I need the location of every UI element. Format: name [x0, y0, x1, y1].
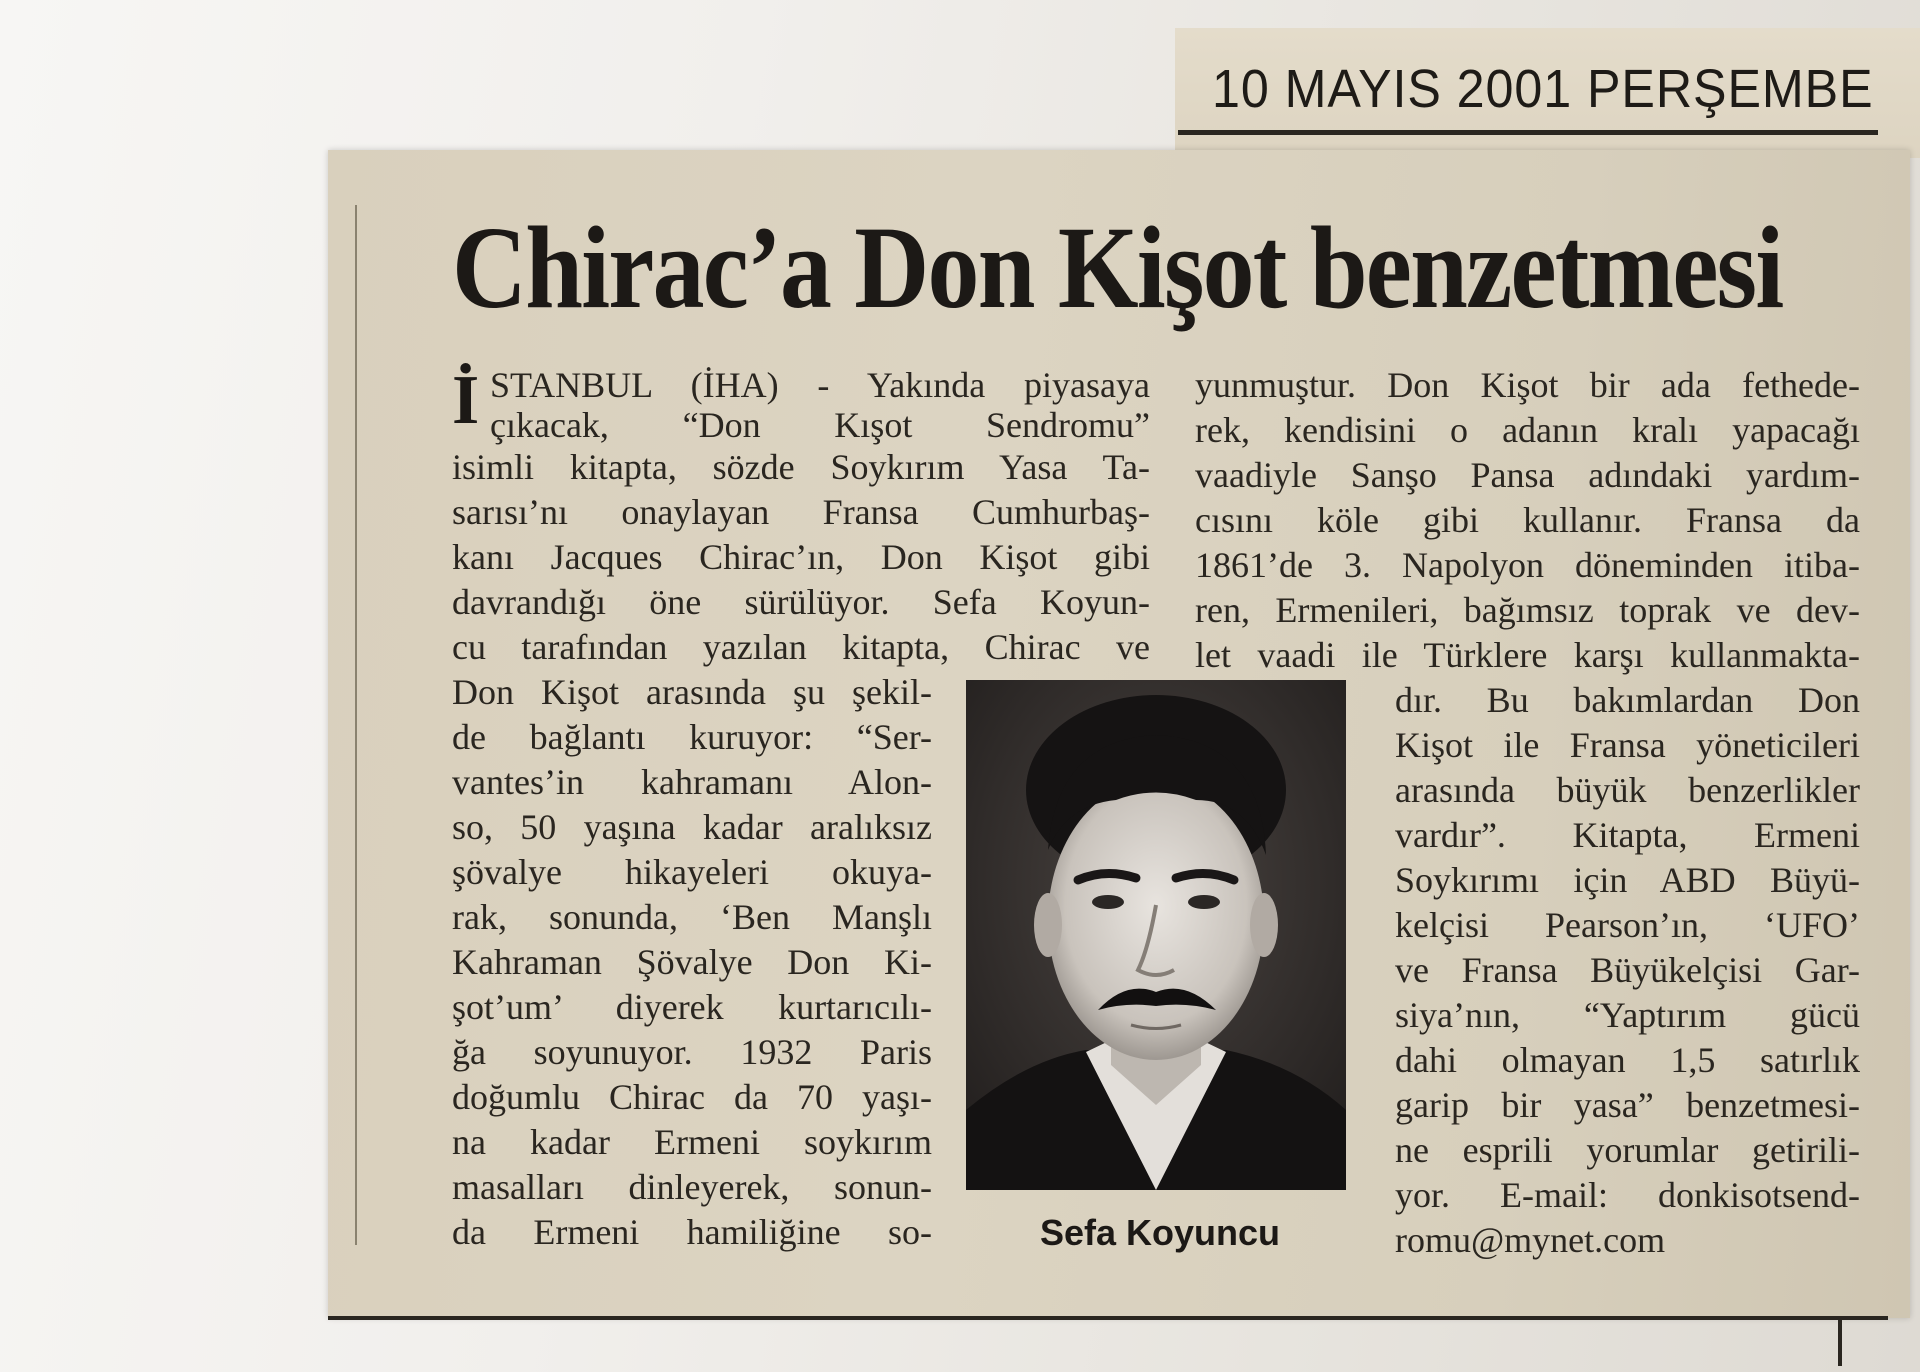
- text-line: da Ermeni hamiliğine so-: [452, 1212, 932, 1252]
- text-line: garip bir yasa” benzetmesi-: [1395, 1085, 1860, 1125]
- text-line: rek, kendisini o adanın kralı yapacağı: [1195, 410, 1860, 450]
- text-line: şövalye hikayeleri okuya-: [452, 852, 932, 892]
- text-line: romu@mynet.com: [1395, 1220, 1666, 1260]
- text-line: ren, Ermenileri, bağımsız toprak ve dev-: [1195, 590, 1860, 630]
- text-line: ğa soyunuyor. 1932 Paris: [452, 1032, 932, 1072]
- text-line: let vaadi ile Türklere karşı kullanmakta-: [1195, 635, 1860, 675]
- bottom-rule-corner: [1838, 1316, 1842, 1366]
- text-line: isimli kitapta, sözde Soykırım Yasa Ta-: [452, 447, 1150, 487]
- text-line: Kişot ile Fransa yöneticileri: [1395, 725, 1860, 765]
- text-line: vaadiyle Sanşo Pansa adındaki yardım-: [1195, 455, 1860, 495]
- text-line: de bağlantı kuruyor: “Ser-: [452, 717, 932, 757]
- text-line: çıkacak, “Don Kışot Sendromu”: [490, 405, 1150, 445]
- text-line: kelçisi Pearson’ın, ‘UFO’: [1395, 905, 1860, 945]
- text-line: so, 50 yaşına kadar aralıksız: [452, 807, 932, 847]
- text-line: Kahraman Şövalye Don Ki-: [452, 942, 932, 982]
- text-line: masalları dinleyerek, sonun-: [452, 1167, 932, 1207]
- bottom-rule: [328, 1316, 1888, 1320]
- text-line: siya’nın, “Yaptırım gücü: [1395, 995, 1860, 1035]
- left-column-rule: [355, 205, 357, 1245]
- portrait-photo: [966, 680, 1346, 1190]
- headline: Chirac’a Don Kişot benzetmesi: [452, 202, 1783, 333]
- date-rule: [1178, 130, 1878, 135]
- text-line: vardır”. Kitapta, Ermeni: [1395, 815, 1860, 855]
- portrait-illustration: [966, 680, 1346, 1190]
- text-line: vantes’in kahramanı Alon-: [452, 762, 932, 802]
- text-line: cu tarafından yazılan kitapta, Chirac ve: [452, 627, 1150, 667]
- text-line: dır. Bu bakımlardan Don: [1395, 680, 1860, 720]
- text-line: yunmuştur. Don Kişot bir ada fethede-: [1195, 365, 1860, 405]
- text-line: yor. E-mail: donkisotsend-: [1395, 1175, 1860, 1215]
- text-line: dahi olmayan 1,5 satırlık: [1395, 1040, 1860, 1080]
- text-line: Soykırımı için ABD Büyü-: [1395, 860, 1860, 900]
- text-line: STANBUL (İHA) - Yakında piyasaya: [490, 365, 1150, 405]
- drop-cap: İ: [452, 362, 480, 439]
- text-line: arasında büyük benzerlikler: [1395, 770, 1860, 810]
- text-line: rak, sonunda, ‘Ben Manşlı: [452, 897, 932, 937]
- text-line: sarısı’nı onaylayan Fransa Cumhurbaş-: [452, 492, 1150, 532]
- text-line: na kadar Ermeni soykırım: [452, 1122, 932, 1162]
- date-line: 10 MAYIS 2001 PERŞEMBE: [1212, 59, 1874, 119]
- text-line: kanı Jacques Chirac’ın, Don Kişot gibi: [452, 537, 1150, 577]
- text-line: 1861’de 3. Napolyon döneminden itiba-: [1195, 545, 1860, 585]
- text-line: cısını köle gibi kullanır. Fransa da: [1195, 500, 1860, 540]
- photo-caption: Sefa Koyuncu: [1039, 1212, 1281, 1253]
- text-line: davrandığı öne sürülüyor. Sefa Koyun-: [452, 582, 1150, 622]
- text-line: şot’um’ diyerek kurtarıcılı-: [452, 987, 932, 1027]
- text-line: ne esprili yorumlar getirili-: [1395, 1130, 1860, 1170]
- text-line: ve Fransa Büyükelçisi Gar-: [1395, 950, 1860, 990]
- text-line: doğumlu Chirac da 70 yaşı-: [452, 1077, 932, 1117]
- text-line: Don Kişot arasında şu şekil-: [452, 672, 932, 712]
